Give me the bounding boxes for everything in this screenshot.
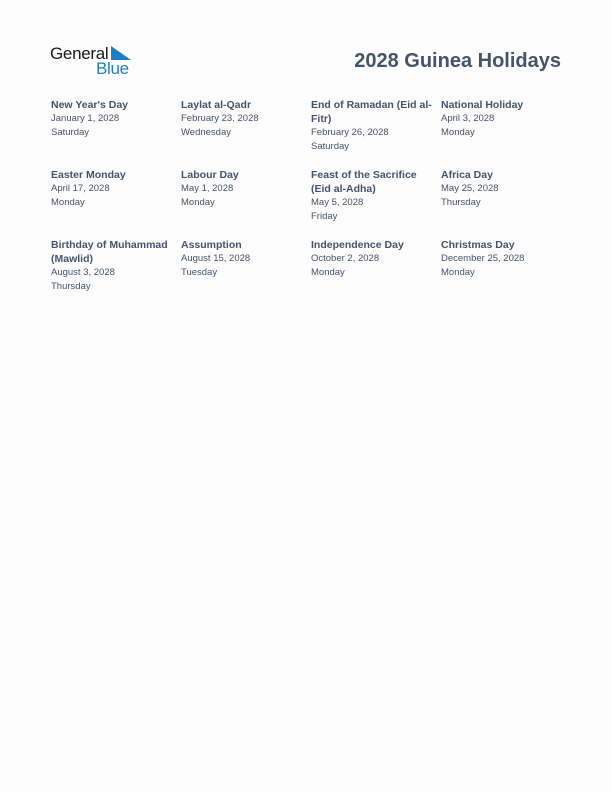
logo-text-blue: Blue [96,59,129,78]
holiday-item [51,98,181,168]
holiday-date: February 23, 2028 [181,113,259,124]
holiday-date: April 17, 2028 [51,183,110,194]
logo-text-general: General [50,44,109,63]
holiday-item [311,98,441,168]
holiday-item [181,98,311,168]
holiday-date: April 3, 2028 [441,113,495,124]
holiday-name: Labour Day [181,169,239,181]
holiday-date: October 2, 2028 [311,253,380,264]
holiday-weekday: Monday [181,197,215,208]
holiday-item [181,238,311,308]
holiday-date: May 25, 2028 [441,183,499,194]
holiday-date: August 15, 2028 [181,253,251,264]
holiday-item [441,238,571,308]
holiday-weekday: Wednesday [181,127,231,138]
holiday-item [441,168,571,238]
holiday-weekday: Monday [51,197,85,208]
holiday-grid [51,98,571,308]
holiday-name: Birthday of Muhammad (Mawlid) [51,239,168,265]
logo-triangle-icon [111,46,131,60]
holiday-name: Feast of the Sacrifice (Eid al-Adha) [311,169,417,195]
holiday-item [181,168,311,238]
holiday-item [51,238,181,308]
holiday-item [311,238,441,308]
page-title: 2028 Guinea Holidays [354,50,561,72]
holiday-date: January 1, 2028 [51,113,120,124]
holiday-date: December 25, 2028 [441,253,525,264]
holiday-item [51,168,181,238]
holiday-item [441,98,571,168]
holiday-name: Africa Day [441,169,493,181]
holiday-name: New Year's Day [51,99,129,111]
holiday-weekday: Thursday [51,281,91,292]
holiday-date: May 1, 2028 [181,183,234,194]
holiday-name: Assumption [181,239,242,251]
holiday-weekday: Monday [311,267,345,278]
holiday-item [311,168,441,238]
holiday-date: May 5, 2028 [311,197,364,208]
holiday-weekday: Tuesday [181,267,218,278]
holiday-weekday: Thursday [441,197,481,208]
logo [50,44,140,78]
holiday-date: August 3, 2028 [51,267,115,278]
holiday-weekday: Saturday [311,141,350,152]
holiday-name: Laylat al-Qadr [181,99,252,111]
holiday-weekday: Saturday [51,127,90,138]
holiday-name: Easter Monday [51,169,126,181]
holiday-name: Independence Day [311,239,404,251]
holiday-weekday: Monday [441,267,475,278]
holiday-name: End of Ramadan (Eid al-Fitr) [311,99,432,125]
holiday-weekday: Friday [311,211,338,222]
holiday-name: National Holiday [441,99,524,111]
holiday-date: February 26, 2028 [311,127,389,138]
holiday-weekday: Monday [441,127,475,138]
holiday-name: Christmas Day [441,239,515,251]
